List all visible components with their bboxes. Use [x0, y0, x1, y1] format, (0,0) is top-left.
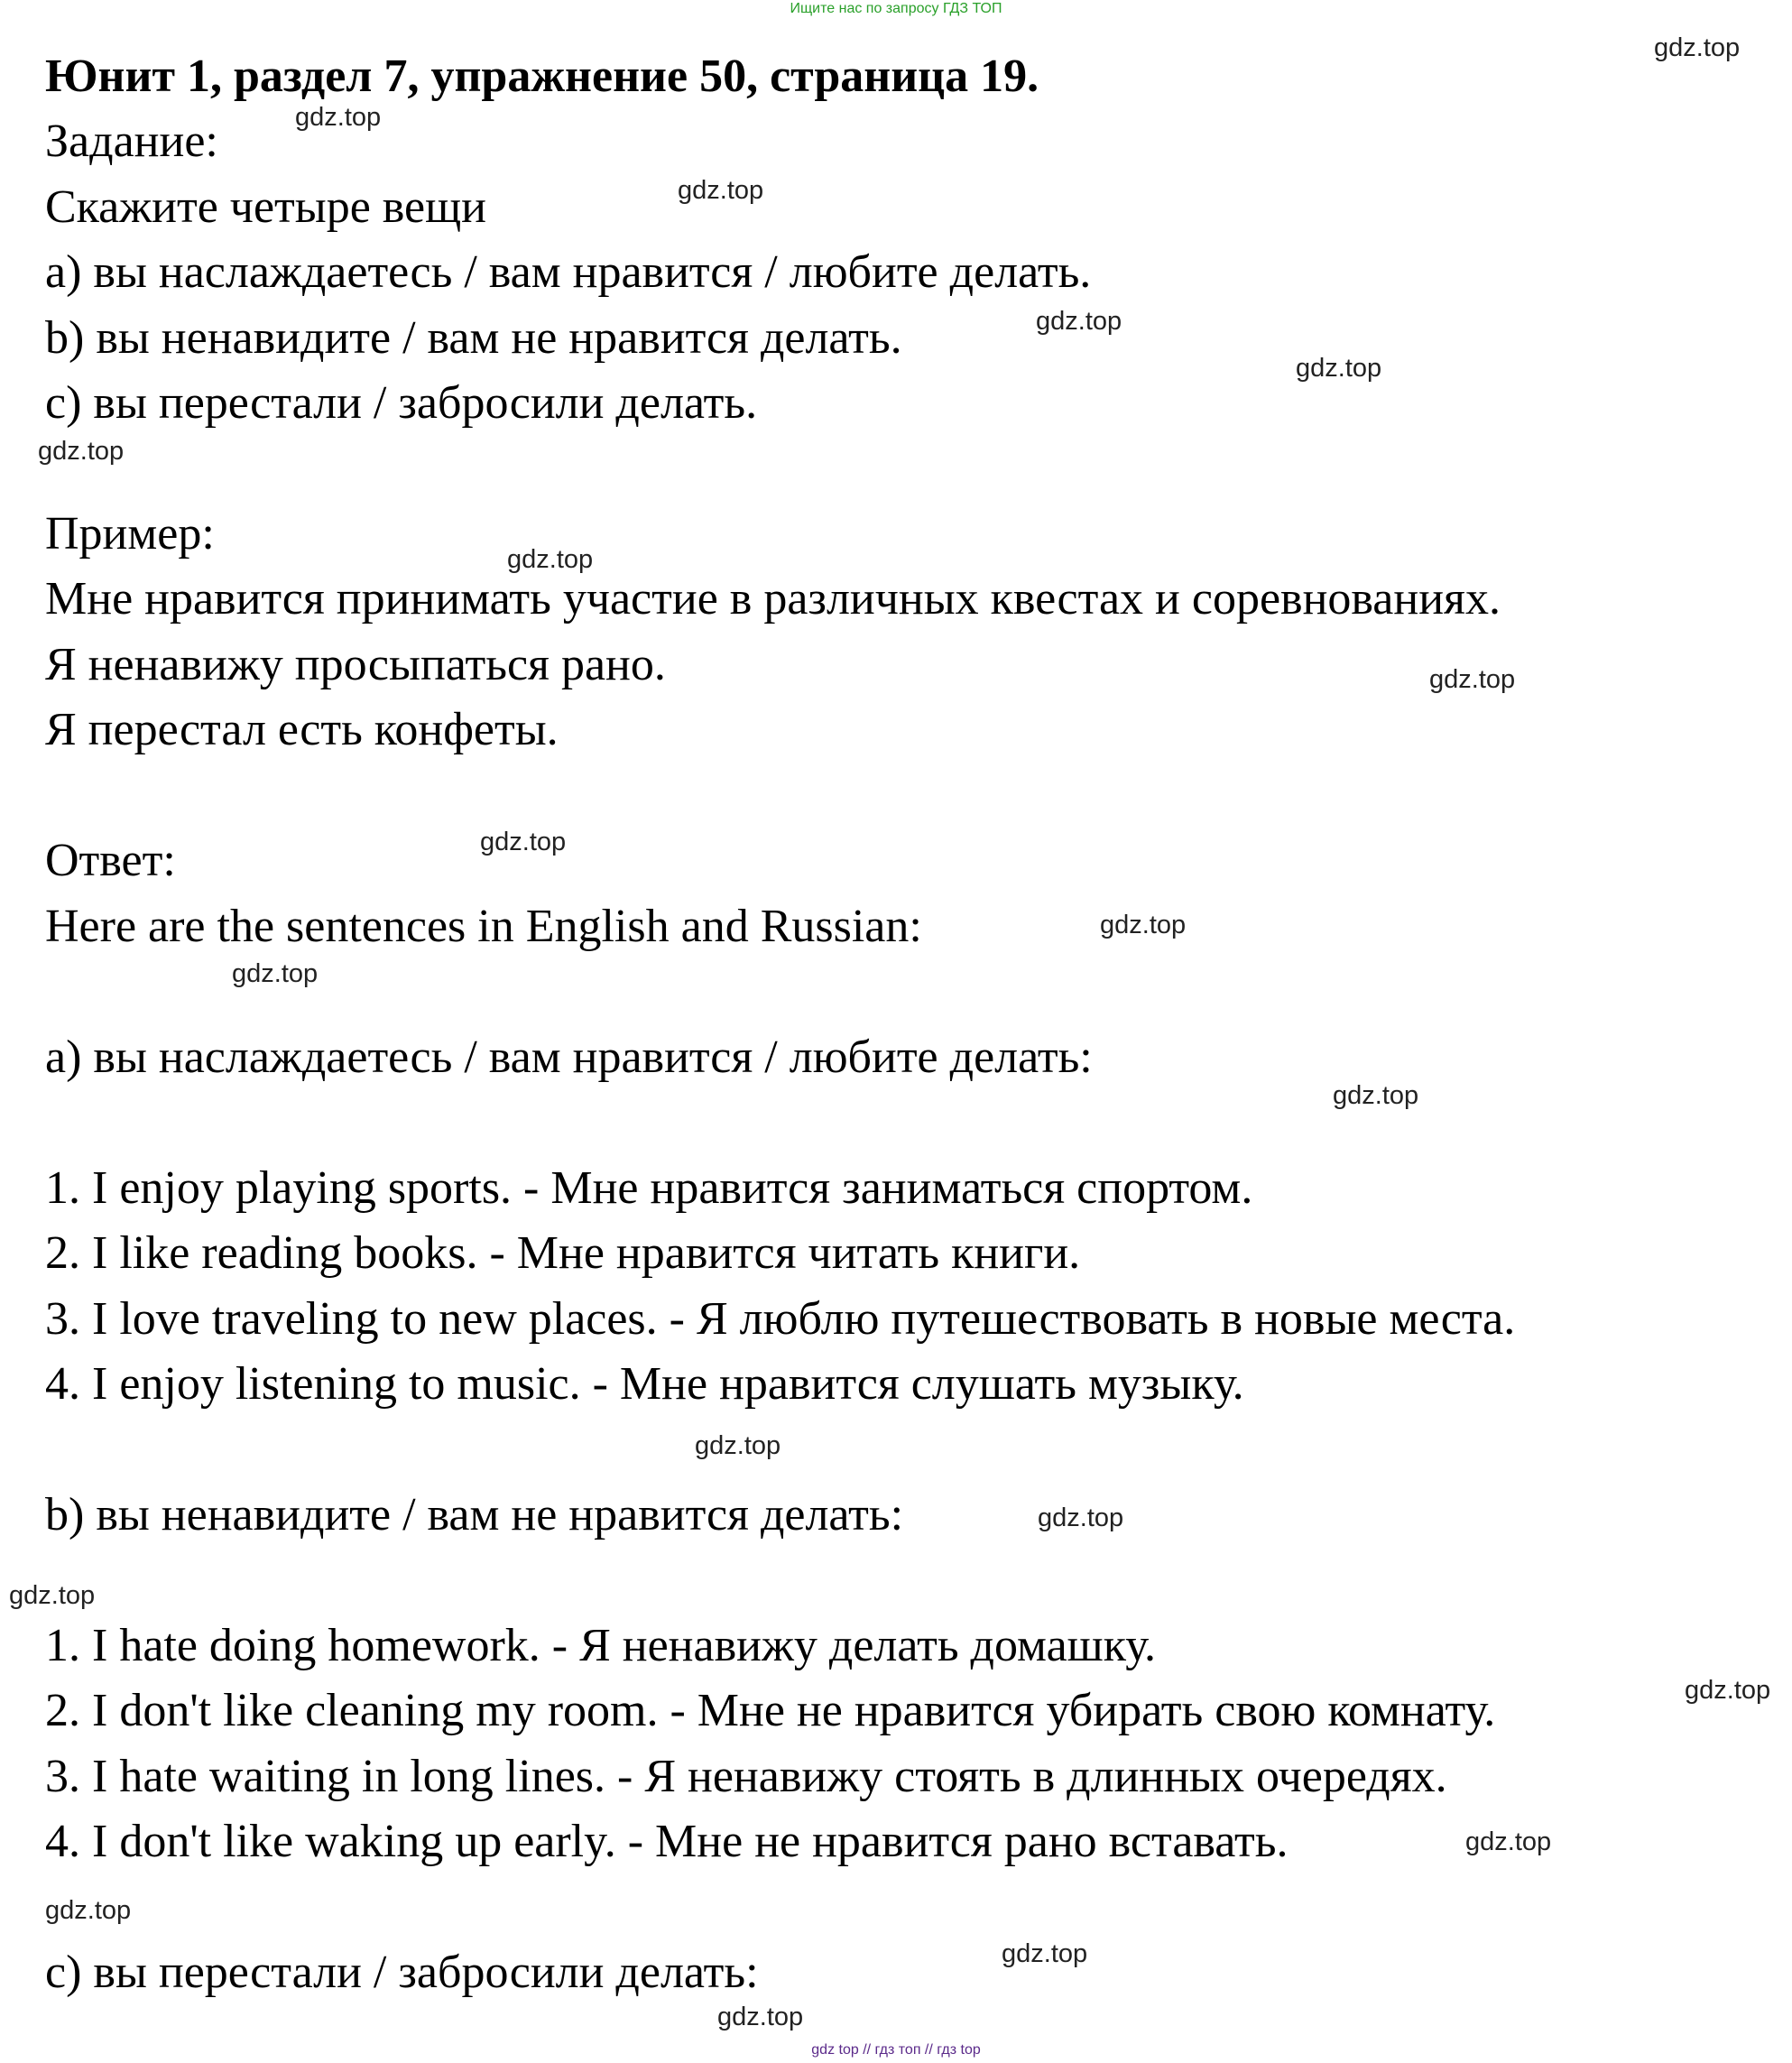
section-b-item: 1. I hate doing homework. - Я ненавижу делать домашку. [45, 1620, 1157, 1671]
task-label: Задание: [45, 116, 218, 167]
watermark: gdz.top [1100, 911, 1187, 939]
watermark: gdz.top [38, 437, 125, 466]
watermark: gdz.top [295, 103, 382, 132]
section-a-item: 4. I enjoy listening to music. - Мне нравится слушать музыку. [45, 1358, 1244, 1410]
watermark: gdz.top [717, 2003, 804, 2031]
section-c-heading: c) вы перестали / забросили делать: [45, 1947, 759, 1998]
watermark: gdz.top [1465, 1827, 1552, 1856]
section-a-heading: a) вы наслаждаетесь / вам нравится / любите делать: [45, 1032, 1093, 1083]
footer-links[interactable]: gdz top // гдз топ // гдз top [811, 2042, 981, 2058]
watermark: gdz.top [232, 959, 319, 988]
watermark: gdz.top [1685, 1676, 1771, 1705]
section-a-item: 1. I enjoy playing sports. - Мне нравится заниматься спортом. [45, 1162, 1253, 1214]
watermark: gdz.top [1296, 354, 1382, 383]
example-line: Я ненавижу просыпаться рано. [45, 639, 666, 690]
watermark: gdz.top [1038, 1503, 1124, 1532]
watermark: gdz.top [678, 176, 764, 205]
watermark: gdz.top [1429, 665, 1516, 694]
task-line: b) вы ненавидите / вам не нравится делать. [45, 312, 902, 364]
task-line: Скажите четыре вещи [45, 181, 486, 233]
section-a-item: 2. I like reading books. - Мне нравится читать книги. [45, 1227, 1081, 1279]
answer-label: Ответ: [45, 835, 176, 886]
watermark: gdz.top [45, 1896, 132, 1925]
watermark: gdz.top [1036, 307, 1122, 336]
watermark: gdz.top [1002, 1939, 1088, 1968]
watermark: gdz.top [1654, 33, 1741, 62]
watermark: gdz.top [1333, 1081, 1419, 1110]
task-line: a) вы наслаждаетесь / вам нравится / любите делать. [45, 246, 1092, 298]
watermark: gdz.top [695, 1431, 781, 1460]
task-line: c) вы перестали / забросили делать. [45, 377, 758, 429]
answer-intro: Here are the sentences in English and Russian: [45, 901, 922, 952]
section-b-heading: b) вы ненавидите / вам не нравится делать: [45, 1489, 904, 1540]
section-b-item: 2. I don't like cleaning my room. - Мне не нравится убирать свою комнату. [45, 1685, 1496, 1736]
section-a-item: 3. I love traveling to new places. - Я люблю путешествовать в новые места. [45, 1293, 1516, 1345]
example-label: Пример: [45, 508, 215, 560]
page-title: Юнит 1, раздел 7, упражнение 50, страница 19. [45, 51, 1039, 102]
example-line: Мне нравится принимать участие в различных квестах и соревнованиях. [45, 573, 1501, 624]
watermark: gdz.top [480, 828, 567, 856]
top-banner[interactable]: Ищите нас по запросу ГДЗ ТОП [790, 1, 1002, 16]
watermark: gdz.top [9, 1581, 96, 1610]
section-b-item: 3. I hate waiting in long lines. - Я ненавижу стоять в длинных очередях. [45, 1751, 1447, 1802]
watermark: gdz.top [507, 545, 594, 574]
section-b-item: 4. I don't like waking up early. - Мне не нравится рано вставать. [45, 1816, 1289, 1867]
example-line: Я перестал есть конфеты. [45, 704, 559, 755]
